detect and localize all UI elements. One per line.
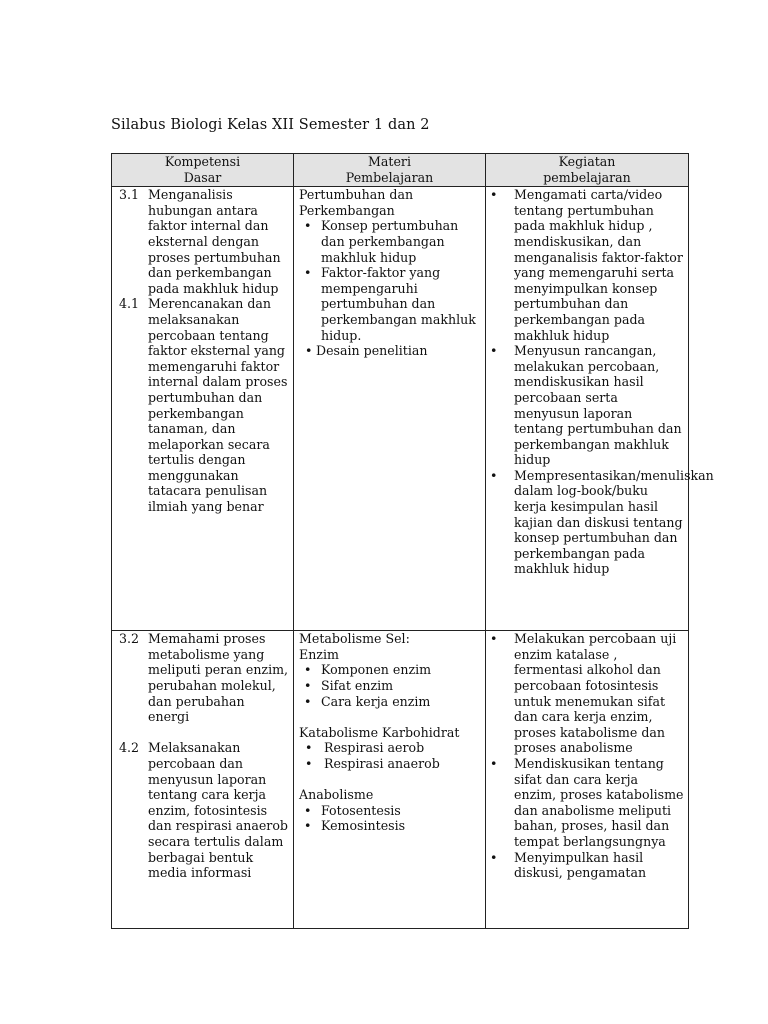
header-line: Pembelajaran [345, 169, 434, 185]
table-row [112, 631, 689, 929]
materi-cell [294, 631, 486, 929]
list-item: • Respirasi anaerob [299, 756, 481, 772]
list-item: • Mempresentasikan/menuliskan dalam log-book/buku kerja kesimpulan hasil kajian dan diskusi tentang konsep pertumbuhan dan perkembangan pada makhluk hidup [487, 468, 684, 577]
list-item: • Menyimpulkan hasil diskusi, pengamatan [487, 850, 684, 881]
kd-text: Melaksanakan percobaan dan menyusun laporan tentang cara kerja enzim, fotosintesis dan respirasi anaerob secara tertulis dalam berbagai bentuk media informasi [148, 740, 288, 881]
header-line: Kompetensi [164, 154, 241, 169]
list-item: • Sifat enzim [299, 678, 481, 694]
list-item: • Melakukan percobaan uji enzim katalase , fermentasi alkohol dan percobaan fotosintesis untuk menemukan sifat dan cara kerja enzim, proses katabolisme dan proses anabolisme [487, 631, 684, 756]
kd-number: 4.1 [119, 296, 140, 312]
header-line: Materi [368, 154, 411, 169]
header-line: Kegiatan [558, 154, 616, 169]
list-item: • Mendiskusikan tentang sifat dan cara kerja enzim, proses katabolisme dan anabolisme meliputi bahan, proses, hasil dan tempat berlangsungnya [487, 756, 684, 850]
table-header-row [112, 154, 689, 187]
kd-number: 3.1 [119, 187, 140, 203]
kd-text: Memahami proses metabolisme yang meliputi peran enzim, perubahan molekul, dan perubahan energi [148, 631, 289, 725]
kd-item [119, 740, 289, 880]
kegiatan-cell [486, 631, 689, 929]
materi-subheading: Enzim [299, 646, 339, 662]
kd-text: Merencanakan dan melaksanakan percobaan tentang faktor eksternal yang memengaruhi faktor internal dalam proses pertumbuhan dan perkembangan tanaman, dan melaporkan secara tertulis dengan menggunakan tatacara penulisan ilmiah yang benar [148, 296, 288, 515]
header-line: Dasar [183, 169, 222, 185]
list-item: • Respirasi aerob [299, 740, 481, 756]
header-materi-pembelajaran [294, 154, 486, 187]
materi-heading: Pertumbuhan dan Perkembangan [299, 187, 414, 218]
header-kompetensi-dasar [112, 154, 294, 187]
kd-cell [112, 631, 294, 929]
kegiatan-cell [486, 187, 714, 631]
materi-heading: Metabolisme Sel: [299, 631, 410, 647]
kd-text: Menganalisis hubungan antara faktor internal dan eksternal dengan proses pertumbuhan dan perkembangan pada makhluk hidup [148, 187, 281, 296]
list-item: • Desain penelitian [299, 343, 481, 359]
list-item: • Mengamati carta/video tentang pertumbuhan pada makhluk hidup , mendiskusikan, dan menganalisis faktor-faktor yang memengaruhi serta menyimpulkan konsep pertumbuhan dan perkembangan pada makhluk hidup [487, 187, 684, 343]
syllabus-table [111, 153, 714, 929]
page-title: Silabus Biologi Kelas XII Semester 1 dan 2 [111, 117, 430, 133]
materi-subheading: Anabolisme [299, 787, 374, 803]
list-item: • Faktor-faktor yang mempengaruhi pertumbuhan dan perkembangan makhluk hidup. [299, 265, 481, 343]
header-line: pembelajaran [543, 169, 631, 185]
kd-number: 4.2 [119, 740, 140, 756]
materi-subheading: Katabolisme Karbohidrat [299, 724, 460, 740]
kd-item [119, 296, 289, 514]
kd-cell [112, 187, 294, 631]
list-item: • Komponen enzim [299, 662, 481, 678]
list-item: • Konsep pertumbuhan dan perkembangan makhluk hidup [299, 218, 481, 265]
list-item: • Cara kerja enzim [299, 694, 481, 710]
materi-cell [294, 187, 486, 631]
list-item: • Kemosintesis [299, 818, 481, 834]
kd-number: 3.2 [119, 631, 140, 647]
kd-item [119, 187, 289, 296]
header-kegiatan-pembelajaran [486, 154, 689, 187]
kd-item [119, 631, 289, 725]
table-row [112, 187, 689, 631]
list-item: • Fotosentesis [299, 803, 481, 819]
list-item: • Menyusun rancangan, melakukan percobaan, mendiskusikan hasil percobaan serta menyusun laporan tentang pertumbuhan dan perkembangan makhluk hidup [487, 343, 684, 468]
